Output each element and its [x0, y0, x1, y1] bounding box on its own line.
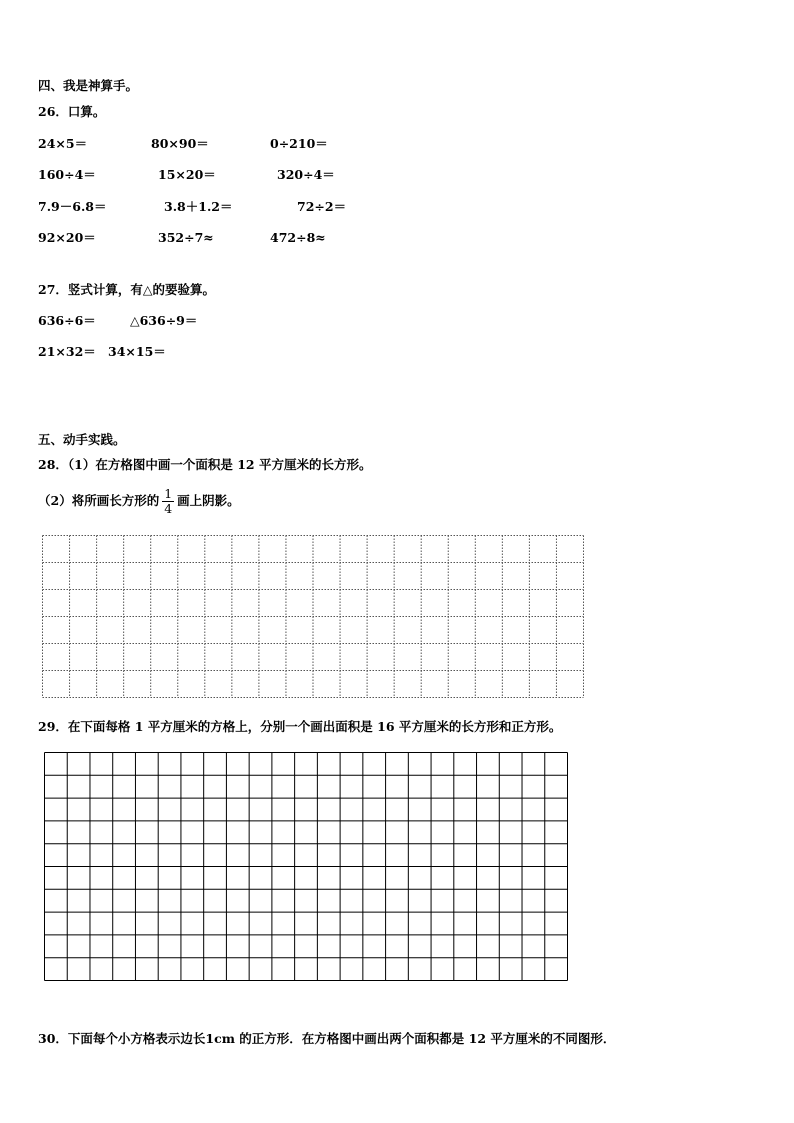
problem-27-r1-c1: 636÷6＝: [38, 313, 96, 328]
problem-26-r3-c2: 3.8＋1.2＝: [164, 199, 233, 214]
problem-26-r4-c1: 92×20＝: [38, 230, 96, 245]
question-30-label: 30．下面每个小方格表示边长1cm 的正方形．在方格图中画出两个面积都是 12 平方厘米的不同图形．: [38, 1031, 616, 1046]
problem-26-r2-c1: 160÷4＝: [38, 167, 96, 182]
problem-26-r1-c1: 24×5＝: [38, 136, 88, 151]
question-28-line1: 28．（1）在方格图中画一个面积是 12 平方厘米的长方形。: [38, 457, 372, 472]
problem-26-r4-c3: 472÷8≈: [270, 230, 326, 245]
question-28-line2: [38, 485, 240, 517]
problem-26-r3-c3: 72÷2＝: [297, 199, 347, 214]
question-28-line2-prefix: （2）将所画长方形的: [38, 493, 160, 508]
problem-26-r2-c2: 15×20＝: [158, 167, 216, 182]
fraction-one-quarter: [162, 487, 174, 516]
problem-26-r4-c2: 352÷7≈: [158, 230, 214, 245]
problem-27-r1-c2: △636÷9＝: [130, 313, 198, 328]
problem-27-r2-c2: 34×15＝: [108, 344, 166, 359]
square-grid-q29[interactable]: [44, 752, 568, 981]
question-27-label: 27．竖式计算，有△的要验算。: [38, 282, 216, 297]
question-29-label: 29．在下面每格 1 平方厘米的方格上，分别一个画出面积是 16 平方厘米的长方形和正方形。: [38, 719, 562, 734]
question-26-label: 26．口算。: [38, 104, 106, 119]
problem-26-r1-c2: 80×90＝: [151, 136, 209, 151]
problem-27-r2-c1: 21×32＝: [38, 344, 96, 359]
fraction-denominator: 4: [164, 501, 173, 516]
dotted-grid-q28[interactable]: [42, 535, 584, 698]
question-28-line2-suffix: 画上阴影。: [177, 493, 240, 508]
fraction-numerator: 1: [164, 486, 173, 501]
problem-26-r2-c3: 320÷4＝: [277, 167, 335, 182]
section-4-heading: 四、我是神算手。: [38, 78, 139, 93]
section-5-heading: 五、动手实践。: [38, 432, 126, 447]
problem-26-r1-c3: 0÷210＝: [270, 136, 328, 151]
problem-26-r3-c1: 7.9－6.8＝: [38, 199, 107, 214]
